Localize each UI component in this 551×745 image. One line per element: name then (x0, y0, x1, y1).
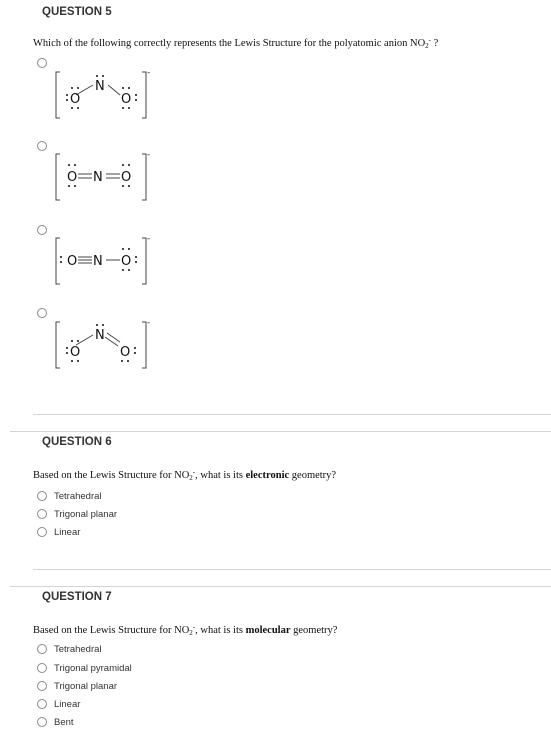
q7-option-radio[interactable] (37, 663, 47, 673)
lewis-structure-d (50, 318, 160, 374)
q7-option-trigonal-planar[interactable] (37, 680, 117, 692)
oxygen-left: O (70, 92, 81, 107)
question-7-text-mid: , what is its (195, 625, 246, 636)
lewis-structure-c (50, 234, 160, 290)
q7-option-label: Tetrahedral (54, 643, 102, 655)
q7-option-trigonal-pyramidal[interactable] (37, 662, 132, 674)
question-6-text (33, 468, 336, 482)
question-6-superscript: - (192, 468, 196, 476)
question-6-subscript: 2 (189, 474, 193, 482)
oxygen-right: O (121, 92, 132, 107)
question-6-text-pre: Based on the Lewis Structure for NO (33, 470, 190, 481)
question-7-title: QUESTION 7 (42, 591, 112, 603)
q7-option-radio[interactable] (37, 717, 47, 727)
q7-option-bent[interactable] (37, 716, 74, 728)
question-7-text-bold: molecular (245, 625, 291, 636)
nitrogen: N (95, 328, 105, 343)
question-6-text-post: geometry? (289, 470, 337, 481)
charge-sign: - (147, 318, 151, 328)
option-b-radio[interactable] (37, 141, 47, 151)
q7-option-radio[interactable] (37, 644, 47, 654)
divider (10, 431, 551, 432)
q6-option-trigonal-planar[interactable] (37, 508, 117, 520)
divider (10, 586, 551, 587)
lewis-structure-b (50, 150, 160, 206)
q7-option-label: Bent (54, 716, 74, 728)
question-7-text (33, 623, 337, 637)
lewis-structure-a (50, 68, 160, 124)
q6-option-radio[interactable] (37, 509, 47, 519)
option-c-radio[interactable] (37, 225, 47, 235)
oxygen-left: O (67, 170, 78, 185)
q7-option-label: Trigonal pyramidal (54, 662, 132, 674)
oxygen-right: O (121, 170, 132, 185)
q7-option-radio[interactable] (37, 681, 47, 691)
oxygen-left: O (67, 254, 78, 269)
option-d-radio[interactable] (37, 308, 47, 318)
q7-option-label: Trigonal planar (54, 680, 118, 692)
q6-option-linear[interactable] (37, 526, 80, 538)
question-5-superscript: - (428, 36, 432, 44)
option-a-radio[interactable] (37, 58, 47, 68)
q6-option-tetrahedral[interactable] (37, 490, 102, 502)
q7-option-tetrahedral[interactable] (37, 643, 102, 655)
question-5-text-end: ? (431, 38, 439, 49)
q7-option-radio[interactable] (37, 699, 47, 709)
divider (33, 569, 551, 570)
q6-option-radio[interactable] (37, 491, 47, 501)
question-5-text (33, 36, 438, 50)
q7-option-label: Linear (54, 698, 81, 710)
divider (33, 414, 551, 415)
q6-option-label: Tetrahedral (54, 490, 102, 502)
question-6-text-bold: electronic (245, 470, 290, 481)
charge-sign: - (147, 150, 151, 160)
q6-option-label: Linear (54, 526, 81, 538)
question-7-subscript: 2 (189, 629, 193, 637)
question-7-superscript: - (192, 623, 196, 631)
oxygen-right: O (120, 345, 131, 360)
question-5-title: QUESTION 5 (42, 6, 112, 18)
q7-option-linear[interactable] (37, 698, 80, 710)
nitrogen: N (95, 79, 105, 94)
nitrogen: N (93, 170, 103, 185)
question-6-text-mid: , what is its (195, 470, 246, 481)
question-7-text-pre: Based on the Lewis Structure for NO (33, 625, 190, 636)
q6-option-label: Trigonal planar (54, 508, 118, 520)
question-5-subscript: 2 (425, 42, 429, 50)
oxygen-left: O (70, 345, 81, 360)
q6-option-radio[interactable] (37, 527, 47, 537)
question-6-title: QUESTION 6 (42, 436, 112, 448)
nitrogen: N (93, 254, 103, 269)
charge-sign: - (147, 68, 151, 78)
question-5-text-main: Which of the following correctly represents the Lewis Structure for the polyatomic anion NO (33, 38, 426, 49)
charge-sign: - (147, 234, 151, 244)
oxygen-right: O (121, 254, 132, 269)
question-7-text-post: geometry? (290, 625, 338, 636)
